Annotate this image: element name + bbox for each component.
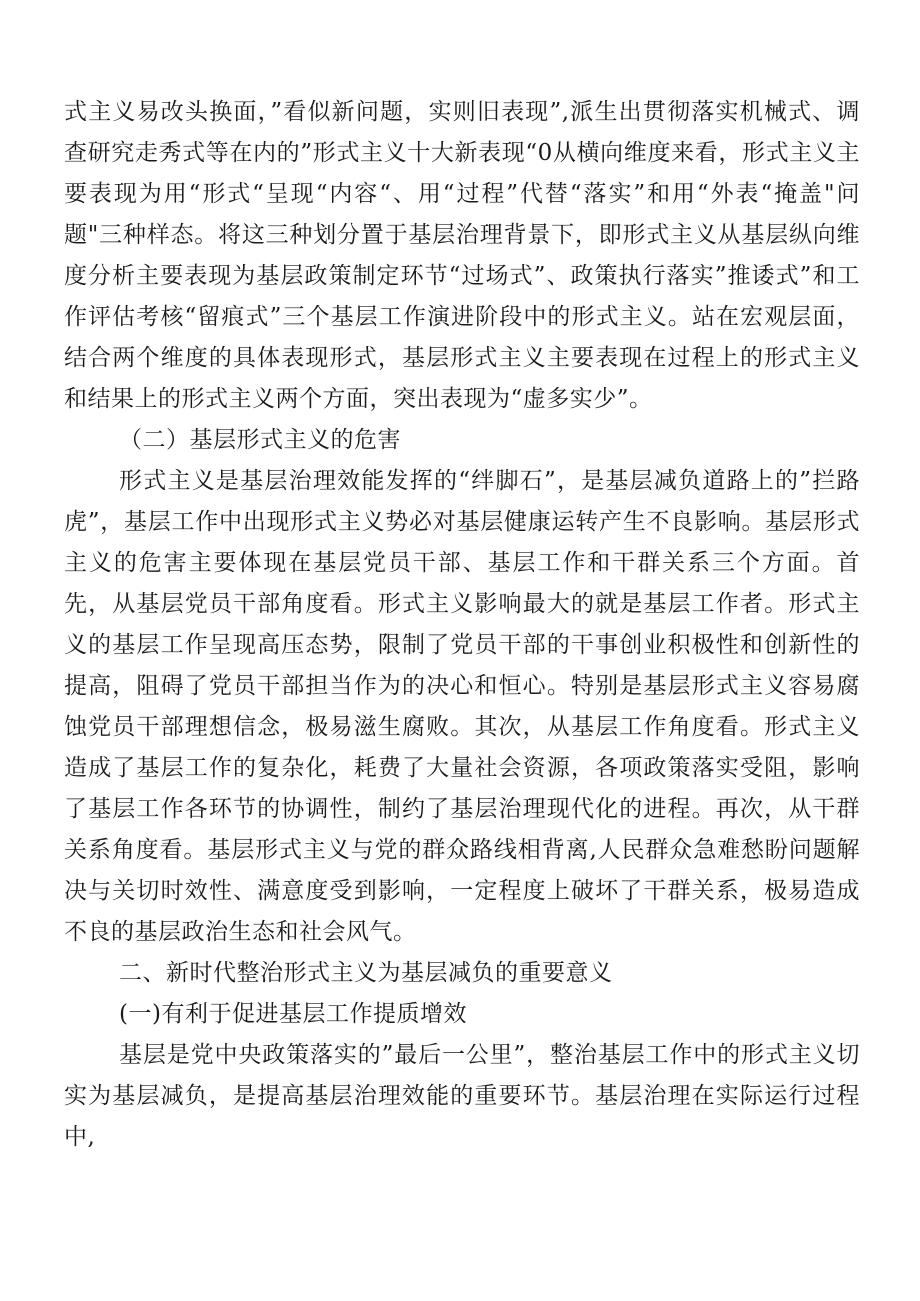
- paragraph-efficiency: 基层是党中央政策落实的”最后一公里”，整治基层工作中的形式主义切实为基层减负，是提高基层治理效能的重要环节。基层治理在实际运行过程中,: [64, 1042, 860, 1150]
- paragraph-harms: 形式主义是基层治理效能发挥的“绊脚石”，是基层减负道路上的”拦路虎”，基层工作中出现形式主义势必对基层健康运转产生不良影响。基层形式主义的危害主要体现在基层党员干部、基层工作和干群关系三个方面。首先，从基层党员干部角度看。形式主义影响最大的就是基层工作者。形式主义的基层工作呈现高压态势，限制了党员干部的干事创业积极性和创新性的提高，阻碍了党员干部担当作为的决心和恒心。特别是基层形式主义容易腐蚀党员干部理想信念，极易滋生腐败。其次，从基层工作角度看。形式主义造成了基层工作的复杂化，耗费了大量社会资源，各项政策落实受阻，影响了基层工作各环节的协调性，制约了基层治理现代化的进程。再次，从干群关系角度看。基层形式主义与党的群众路线相背离,人民群众急难愁盼问题解决与关切时效性、满意度受到影响，一定程度上破坏了干群关系，极易造成不良的基层政治生态和社会风气。: [64, 468, 860, 945]
- section-heading-harms: （二）基层形式主义的危害: [119, 427, 401, 453]
- document-body: [64, 92, 860, 1158]
- subsection-heading-efficiency: (一)有利于促进基层工作提质增效: [119, 1001, 467, 1027]
- section-heading-significance: 二、新时代整治形式主义为基层减负的重要意义: [119, 960, 613, 986]
- paragraph-continuation: 式主义易改头换面，”看似新问题，实则旧表现”,派生出贯彻落实机械式、调查研究走秀式等在内的”形式主义十大新表现“0从横向维度来看，形式主义主要表现为用“形式“呈现“内容“、用“过程”代替“落实”和用“外表“掩盖"问题"三种样态。将这三种划分置于基层治理背景下，即形式主义从基层纵向维度分析主要表现为基层政策制定环节“过场式”、政策执行落实”推诿式”和工作评估考核“留痕式”三个基层工作演进阶段中的形式主义。站在宏观层面，结合两个维度的具体表现形式，基层形式主义主要表现在过程上的形式主义和结果上的形式主义两个方面，突出表现为“虚多实少”。: [64, 99, 860, 412]
